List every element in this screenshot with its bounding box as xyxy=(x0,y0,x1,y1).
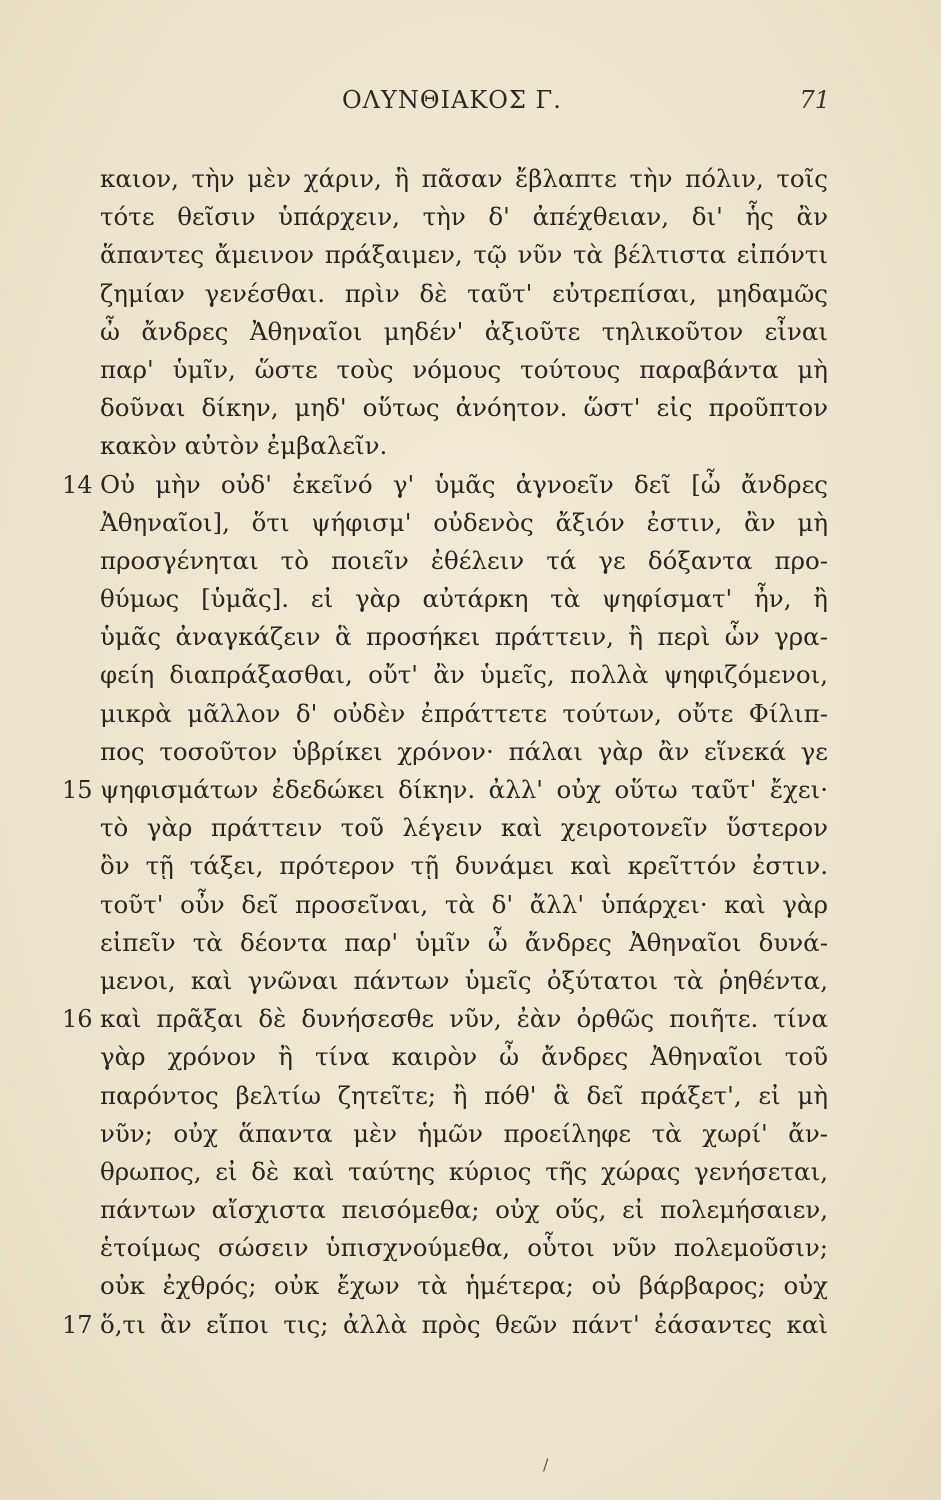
text-line xyxy=(100,389,828,427)
line-text: φείη διαπράξασθαι, οὔτ' ἂν ὑμεῖς, πολλὰ ψηφιζόμενοι, xyxy=(100,660,828,690)
line-text: τοῦτ' οὖν δεῖ προσεῖναι, τὰ δ' ἄλλ' ὑπάρχει· καὶ γὰρ xyxy=(100,889,828,919)
line-text: δοῦναι δίκην, μηδ' οὕτως ἀνόητον. ὥστ' εἰς προῦπτον xyxy=(100,393,828,423)
line-text: τὸ γὰρ πράττειν τοῦ λέγειν καὶ χειροτονεῖν ὕστερον xyxy=(100,813,828,843)
text-line xyxy=(62,1000,828,1038)
line-text: παρόντος βελτίω ζητεῖτε; ἢ πόθ' ἃ δεῖ πράξετ', εἰ μὴ xyxy=(100,1080,828,1110)
text-line xyxy=(100,160,828,198)
text-line xyxy=(100,1153,828,1191)
line-text: ὦ ἄνδρες Ἀθηναῖοι μηδέν' ἀξιοῦτε τηλικοῦτον εἶναι xyxy=(100,316,828,346)
text-line xyxy=(100,1077,828,1115)
line-text: ἑτοίμως σώσειν ὑπισχνούμεθα, οὗτοι νῦν πολεμοῦσιν; xyxy=(100,1233,828,1263)
text-line xyxy=(100,198,828,236)
text-line xyxy=(100,236,828,274)
page-number: 71 xyxy=(799,86,830,114)
section-number: 14 xyxy=(62,470,93,499)
text-line xyxy=(100,580,828,618)
line-text: ψηφισμάτων ἐδεδώκει δίκην. ἀλλ' οὐχ οὕτω ταῦτ' ἔχει· xyxy=(100,775,828,804)
stray-mark: / xyxy=(543,1455,549,1474)
main-text-block xyxy=(62,160,828,1344)
line-text: πος τοσοῦτον ὑβρίκει χρόνον· πάλαι γὰρ ἂν εἵνεκά γε xyxy=(100,736,828,766)
text-line xyxy=(100,924,828,962)
text-line xyxy=(100,542,828,580)
text-line xyxy=(100,809,828,847)
section-number: 16 xyxy=(62,1005,93,1034)
line-text: νῦν; οὐχ ἅπαντα μὲν ἡμῶν προείληφε τὰ χωρί' ἄν- xyxy=(100,1118,828,1148)
text-line xyxy=(100,618,828,656)
line-text: καιον, τὴν μὲν χάριν, ἣ πᾶσαν ἔβλαπτε τὴν πόλιν, τοῖς xyxy=(100,164,828,193)
running-title: ΟΛΥΝΘΙΑΚΟΣ Γ. xyxy=(342,86,562,114)
text-line xyxy=(100,1038,828,1076)
line-text: ζημίαν γενέσθαι. πρὶν δὲ ταῦτ' εὐτρεπίσαι, μηδαμῶς xyxy=(100,278,828,308)
text-line xyxy=(62,1306,828,1344)
text-line xyxy=(100,1191,828,1229)
text-line xyxy=(100,313,828,351)
line-text: πάντων αἴσχιστα πεισόμεθα; οὐχ οὕς, εἰ πολεμήσαιεν, xyxy=(100,1195,828,1225)
text-line xyxy=(100,886,828,924)
text-line xyxy=(100,962,828,1000)
line-text: ἅπαντες ἄμεινον πράξαιμεν, τῷ νῦν τὰ βέλτιστα εἰπόντι xyxy=(100,240,828,270)
line-text: μικρὰ μᾶλλον δ' οὐδὲν ἐπράττετε τούτων, οὔτε Φίλιπ- xyxy=(100,698,828,728)
text-line xyxy=(62,771,828,809)
line-text: ὂν τῇ τάξει, πρότερον τῇ δυνάμει καὶ κρεῖττόν ἐστιν. xyxy=(100,851,828,881)
line-text: τότε θεῖσιν ὑπάρχειν, τὴν δ' ἀπέχθειαν, δι' ἧς ἂν xyxy=(100,202,828,232)
line-text: παρ' ὑμῖν, ὥστε τοὺς νόμους τούτους παραβάντα μὴ xyxy=(100,354,828,384)
text-line xyxy=(100,351,828,389)
line-text: ὑμᾶς ἀναγκάζειν ἃ προσήκει πράττειν, ἢ περὶ ὧν γρα- xyxy=(100,622,828,652)
line-text: οὐκ ἐχθρός; οὐκ ἔχων τὰ ἡμέτερα; οὐ βάρβαρος; οὐχ xyxy=(100,1271,828,1301)
line-text: Ἀθηναῖοι], ὅτι ψήφισμ' οὐδενὸς ἄξιόν ἐστιν, ἂν μὴ xyxy=(100,507,828,537)
line-text: Οὐ μὴν οὐδ' ἐκεῖνό γ' ὑμᾶς ἀγνοεῖν δεῖ [ὦ ἄνδρες xyxy=(100,469,828,499)
line-text: μενοι, καὶ γνῶναι πάντων ὑμεῖς ὀξύτατοι τὰ ῥηθέντα, xyxy=(100,965,828,995)
line-text: θρωπος, εἰ δὲ καὶ ταύτης κύριος τῆς χώρας γενήσεται, xyxy=(100,1156,828,1186)
line-text: θύμως [ὑμᾶς]. εἰ γὰρ αὐτάρκη τὰ ψηφίσματ' ἦν, ἢ xyxy=(100,584,828,614)
text-line xyxy=(100,1229,828,1267)
text-line xyxy=(100,275,828,313)
text-line xyxy=(100,1267,828,1305)
line-text: γὰρ χρόνον ἢ τίνα καιρὸν ὦ ἄνδρες Ἀθηναῖοι τοῦ xyxy=(100,1042,828,1072)
text-line xyxy=(100,847,828,885)
line-text: προσγένηται τὸ ποιεῖν ἐθέλειν τά γε δόξαντα προ- xyxy=(100,545,828,575)
line-text: καὶ πρᾶξαι δὲ δυνήσεσθε νῦν, ἐὰν ὀρθῶς ποιῆτε. τίνα xyxy=(100,1004,828,1034)
text-line xyxy=(100,427,828,465)
text-line xyxy=(100,695,828,733)
line-text: εἰπεῖν τὰ δέοντα παρ' ὑμῖν ὦ ἄνδρες Ἀθηναῖοι δυνά- xyxy=(100,927,828,957)
line-text: ὅ,τι ἂν εἴποι τις; ἀλλὰ πρὸς θεῶν πάντ' ἐάσαντες καὶ xyxy=(100,1309,828,1339)
text-line xyxy=(62,466,828,504)
text-line xyxy=(100,656,828,694)
section-number: 17 xyxy=(62,1310,93,1339)
text-line xyxy=(100,733,828,771)
text-line xyxy=(100,1115,828,1153)
text-line xyxy=(100,504,828,542)
section-number: 15 xyxy=(62,776,93,804)
running-header xyxy=(100,86,850,126)
line-text: κακὸν αὐτὸν ἐμβαλεῖν. xyxy=(100,431,388,461)
